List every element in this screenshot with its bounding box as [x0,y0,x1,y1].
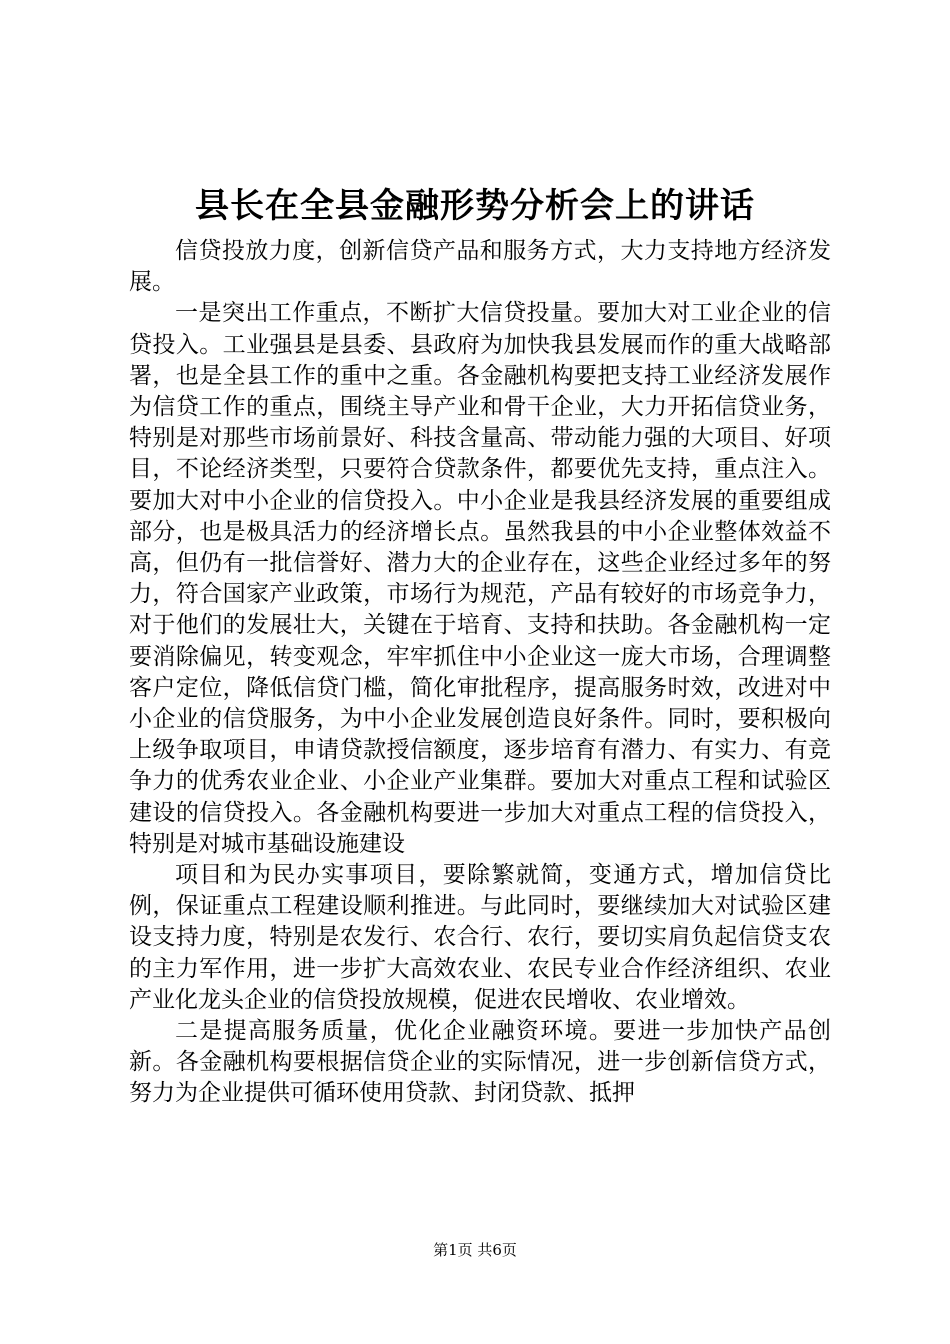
page-number-footer: 第1页 共6页 [433,1241,517,1259]
paragraph: 信贷投放力度，创新信贷产品和服务方式，大力支持地方经济发展。 [129,238,831,296]
document-body [129,236,831,1110]
paragraph: 项目和为民办实事项目，要除繁就简，变通方式，增加信贷比例，保证重点工程建设顺利推进。与此同时，要继续加大对试验区建设支持力度，特别是农发行、农合行、农行，要切实肩负起信贷支农的主力军作用，进一步扩大高效农业、农民专业合作经济组织、农业产业化龙头企业的信贷投放规模，促进农民增收、农业增效。 [129,862,831,1013]
paragraph: 二是提高服务质量，优化企业融资环境。要进一步加快产品创新。各金融机构要根据信贷企业的实际情况，进一步创新信贷方式，努力为企业提供可循环使用贷款、封闭贷款、抵押 [129,1018,831,1107]
document-title: 县长在全县金融形势分析会上的讲话 [195,186,755,226]
paragraph: 一是突出工作重点，不断扩大信贷投量。要加大对工业企业的信贷投入。工业强县是县委、县政府为加快我县发展而作的重大战略部署，也是全县工作的重中之重。各金融机构要把支持工业经济发展作为信贷工作的重点，围绕主导产业和骨干企业，大力开拓信贷业务，特别是对那些市场前景好、科技含量高、带动能力强的大项目、好项目，不论经济类型，只要符合贷款条件，都要优先支持，重点注入。要加大对中小企业的信贷投入。中小企业是我县经济发展的重要组成部分，也是极具活力的经济增长点。虽然我县的中小企业整体效益不高，但仍有一批信誉好、潜力大的企业存在，这些企业经过多年的努力，符合国家产业政策，市场行为规范，产品有较好的市场竞争力，对于他们的发展壮大，关键在于培育、支持和扶助。各金融机构一定要消除偏见，转变观念，牢牢抓住中小企业这一庞大市场，合理调整客户定位，降低信贷门槛，简化审批程序，提高服务时效，改进对中小企业的信贷服务，为中小企业发展创造良好条件。同时，要积极向上级争取项目，申请贷款授信额度，逐步培育有潜力、有实力、有竞争力的优秀农业企业、小企业产业集群。要加大对重点工程和试验区建设的信贷投入。各金融机构要进一步加大对重点工程的信贷投入，特别是对城市基础设施建设 [129,300,831,857]
